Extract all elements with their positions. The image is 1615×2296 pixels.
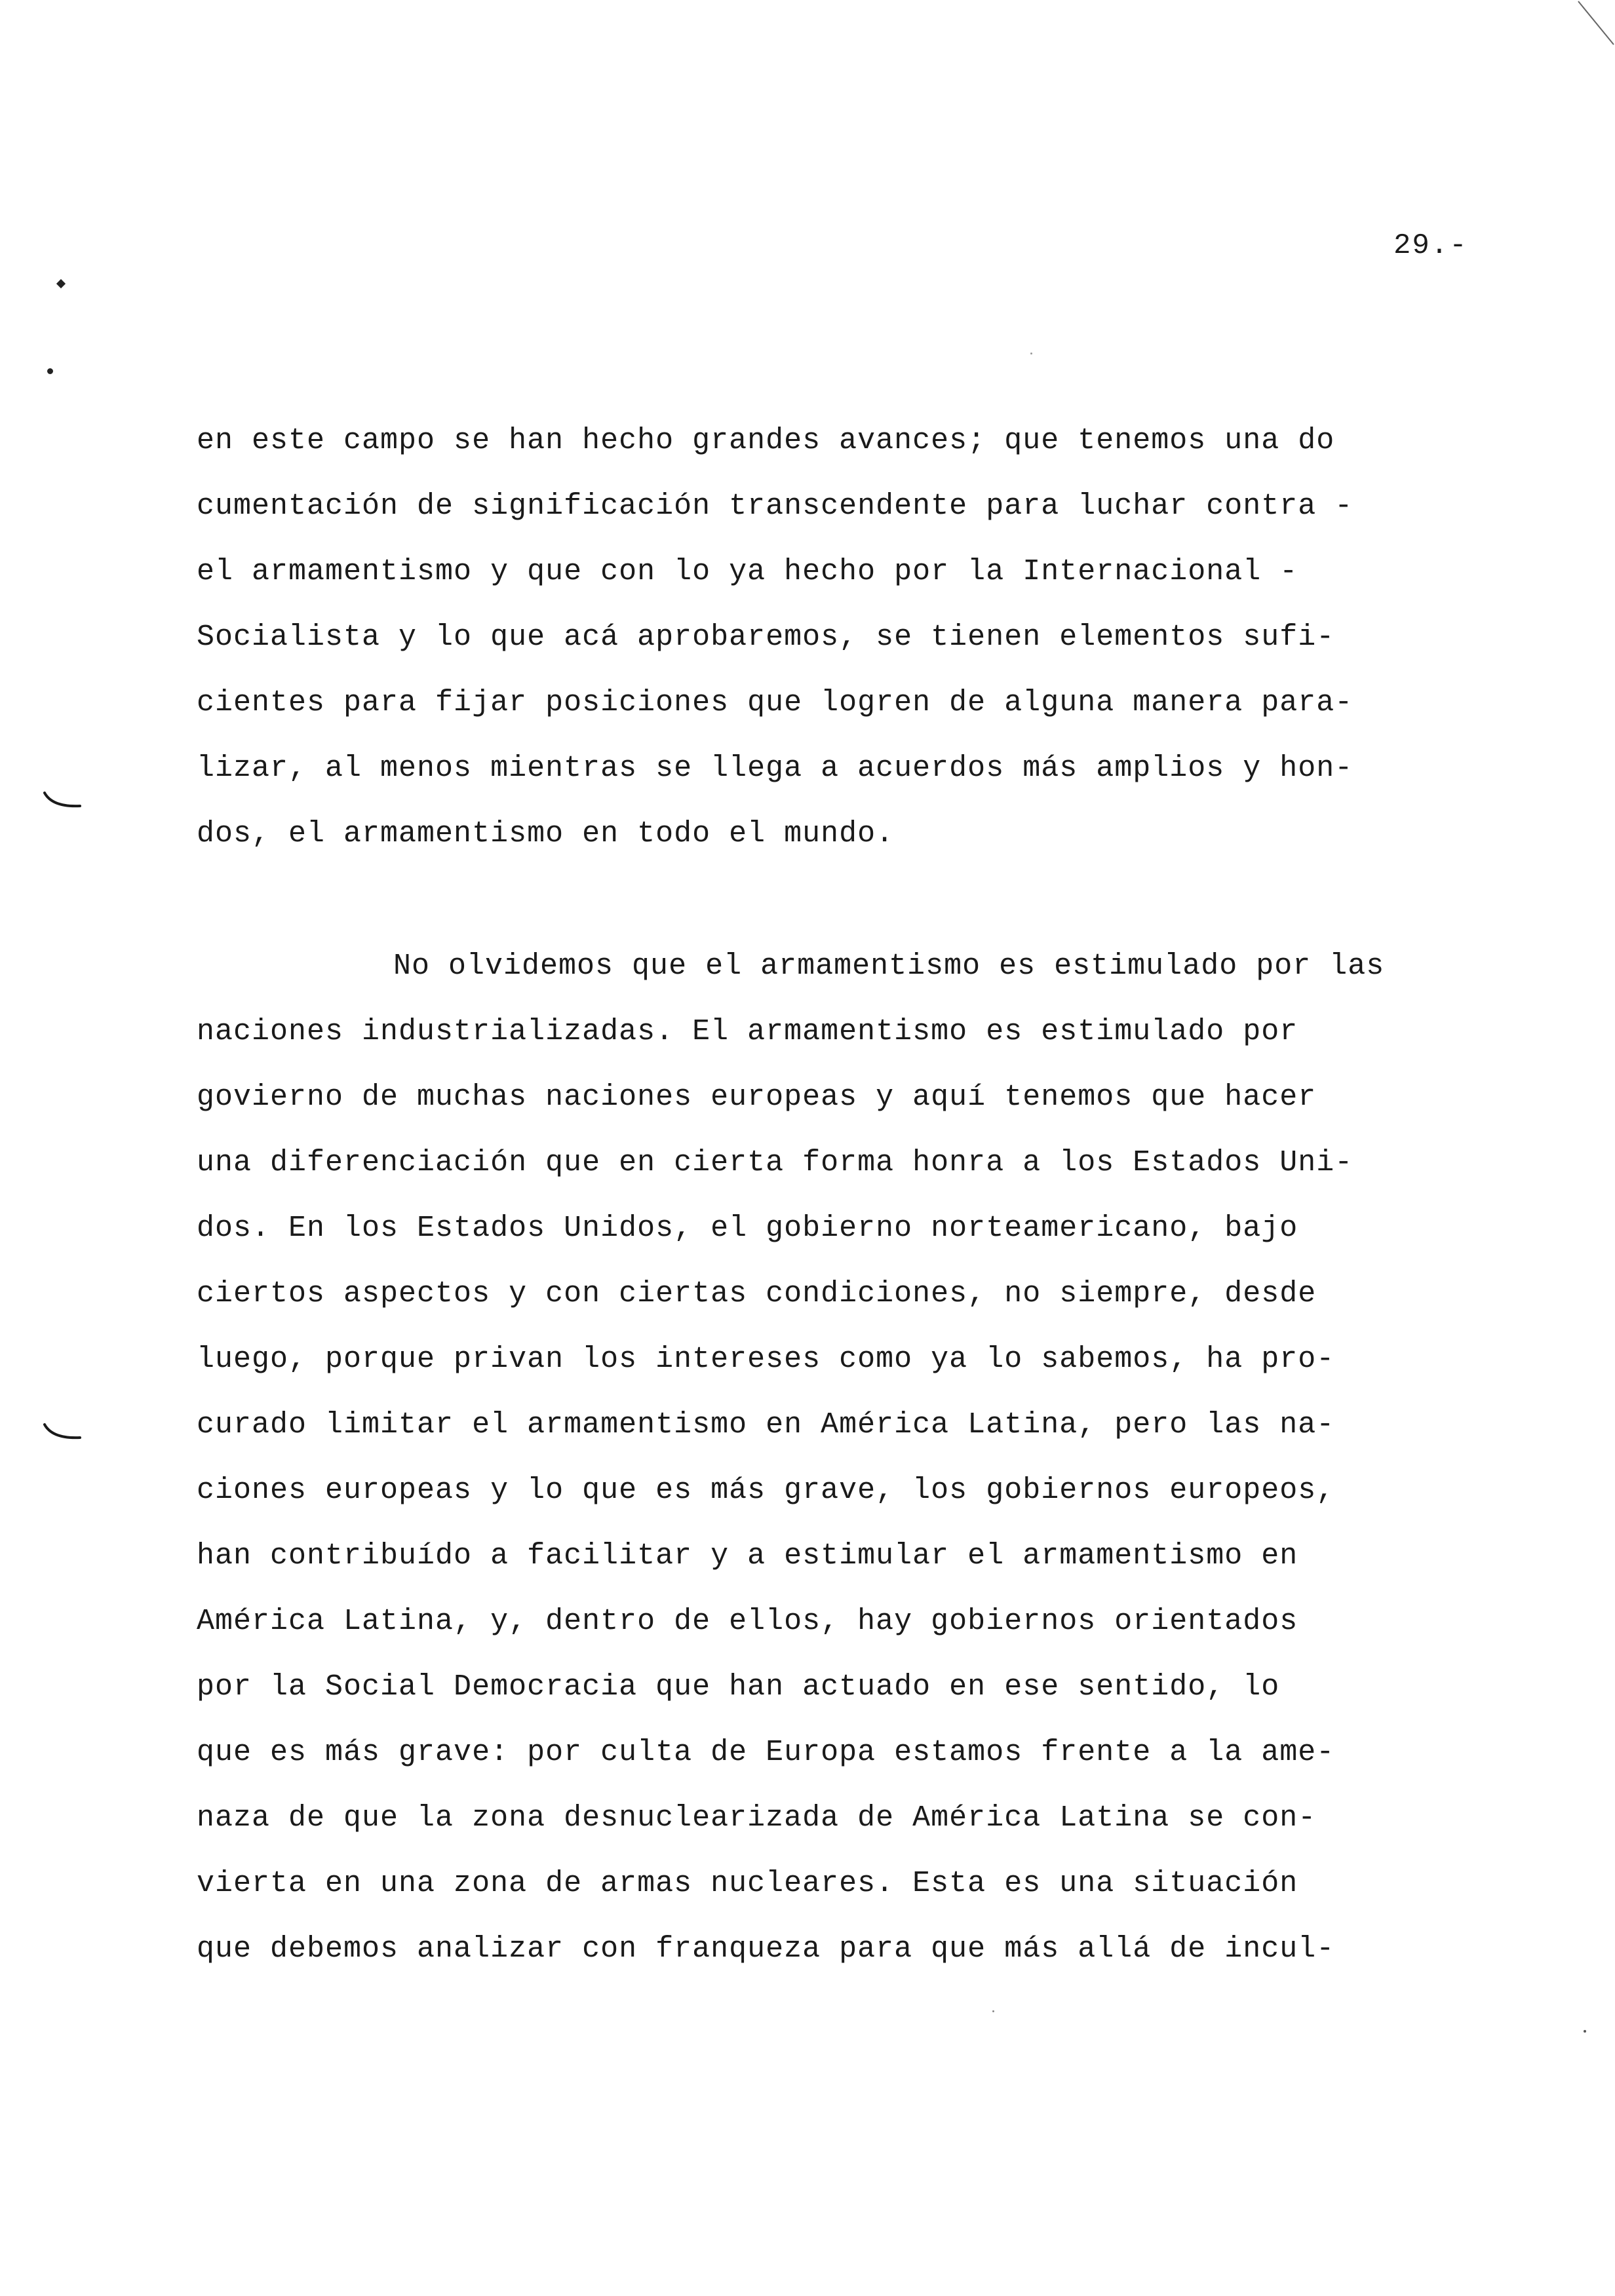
page-number: 29.- bbox=[1393, 229, 1468, 262]
margin-hook-mark bbox=[43, 790, 83, 810]
paragraph-2-line-10: han contribuído a facilitar y a estimular el armamentismo en bbox=[197, 1539, 1298, 1573]
paragraph-2-line-16: que debemos analizar con franqueza para que más allá de incul- bbox=[197, 1932, 1335, 1966]
paragraph-2-line-6: ciertos aspectos y con ciertas condiciones, no siempre, desde bbox=[197, 1277, 1317, 1311]
paragraph-2-line-3: govierno de muchas naciones europeas y aquí tenemos que hacer bbox=[197, 1081, 1317, 1114]
margin-dot-mark bbox=[47, 368, 53, 374]
paragraph-2-line-2: naciones industrializadas. El armamentismo es estimulado por bbox=[197, 1015, 1298, 1048]
scan-speck bbox=[1030, 353, 1032, 354]
paragraph-2-line-5: dos. En los Estados Unidos, el gobierno norteamericano, bajo bbox=[197, 1212, 1298, 1245]
paragraph-2-line-8: curado limitar el armamentismo en América Latina, pero las na- bbox=[197, 1408, 1335, 1442]
paragraph-2-line-14: naza de que la zona desnuclearizada de América Latina se con- bbox=[197, 1801, 1317, 1835]
paragraph-1-line-1: en este campo se han hecho grandes avances; que tenemos una do bbox=[197, 424, 1335, 457]
paragraph-1-line-4: Socialista y lo que acá aprobaremos, se tienen elementos sufi- bbox=[197, 621, 1335, 654]
paragraph-1-line-5: cientes para fijar posiciones que logren de alguna manera para- bbox=[197, 686, 1353, 719]
paragraph-2-line-1: No olvidemos que el armamentismo es estimulado por las bbox=[393, 949, 1385, 983]
scan-speck bbox=[992, 2010, 994, 2012]
paragraph-2-line-9: ciones europeas y lo que es más grave, los gobiernos europeos, bbox=[197, 1474, 1335, 1507]
paragraph-2-line-15: vierta en una zona de armas nucleares. Esta es una situación bbox=[197, 1867, 1298, 1900]
paragraph-2-line-4: una diferenciación que en cierta forma honra a los Estados Uni- bbox=[197, 1146, 1353, 1179]
paragraph-1-line-6: lizar, al menos mientras se llega a acuerdos más amplios y hon- bbox=[197, 752, 1353, 785]
paragraph-2-line-13: que es más grave: por culta de Europa estamos frente a la ame- bbox=[197, 1736, 1335, 1769]
scan-speck bbox=[1584, 2030, 1586, 2033]
margin-hook-mark bbox=[43, 1422, 83, 1442]
paragraph-2-line-12: por la Social Democracia que han actuado en ese sentido, lo bbox=[197, 1670, 1280, 1704]
paragraph-2-line-11: América Latina, y, dentro de ellos, hay gobiernos orientados bbox=[197, 1605, 1298, 1638]
scan-edge-line bbox=[1576, 0, 1615, 46]
paragraph-1-line-3: el armamentismo y que con lo ya hecho por la Internacional - bbox=[197, 555, 1298, 588]
paragraph-1-line-7: dos, el armamentismo en todo el mundo. bbox=[197, 817, 895, 851]
paragraph-1-line-2: cumentación de significación transcendente para luchar contra - bbox=[197, 489, 1353, 523]
paragraph-2-line-7: luego, porque privan los intereses como ya lo sabemos, ha pro- bbox=[197, 1343, 1335, 1376]
margin-dot-mark bbox=[56, 279, 66, 288]
